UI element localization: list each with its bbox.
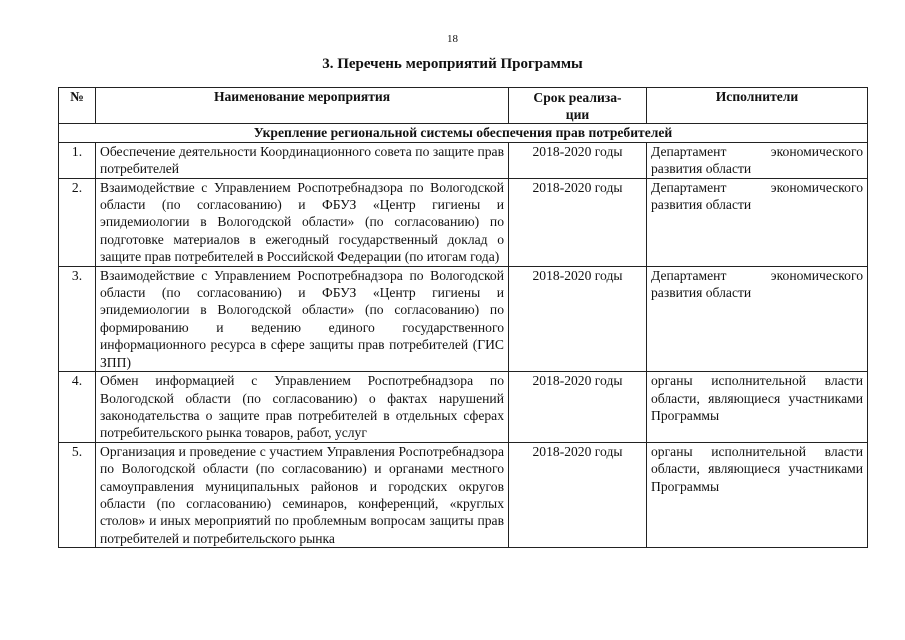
row-num: 3. [59, 266, 96, 371]
row-num: 4. [59, 372, 96, 443]
row-executors: органы исполнительной власти области, являющиеся участниками Программы [647, 442, 868, 547]
row-period: 2018-2020 годы [509, 442, 647, 547]
header-period-line2: ции [565, 107, 590, 122]
row-period: 2018-2020 годы [509, 142, 647, 178]
table-row [59, 142, 868, 178]
row-period: 2018-2020 годы [509, 178, 647, 266]
table-subheader-row [59, 124, 868, 142]
measures-table [58, 87, 868, 548]
header-period [509, 88, 647, 124]
table-row [59, 442, 868, 547]
header-period-line1: Срок реализа- [533, 90, 622, 105]
row-name: Взаимодействие с Управлением Роспотребнадзора по Вологодской области (по согласованию) и ФБУЗ «Центр гигиены и эпидемиологии в Вологодской области» (по согласованию) по формированию и ведению единого государственного информационного ресурса в сфере защиты прав потребителей (ГИС ЗПП) [96, 266, 509, 371]
row-name: Взаимодействие с Управлением Роспотребнадзора по Вологодской области (по согласованию) и ФБУЗ «Центр гигиены и эпидемиологии в Вологодской области» (по согласованию) по подготовке материалов в ежегодный государственный доклад о защите прав потребителей в Российской Федерации (по итогам года) [96, 178, 509, 266]
header-name: Наименование мероприятия [96, 88, 509, 124]
row-executors: Департамент экономического развития области [647, 142, 868, 178]
page-number: 18 [447, 33, 458, 45]
table-row [59, 266, 868, 371]
row-period: 2018-2020 годы [509, 266, 647, 371]
row-name: Организация и проведение с участием Управления Роспотребнадзора по Вологодской области (по согласованию) и органами местного самоуправления муниципальных районов и городских округов области (по согласованию) семинаров, конференций, «круглых столов» и иных мероприятий по проблемным вопросам защиты прав потребителей и потребительского рынка [96, 442, 509, 547]
row-num: 5. [59, 442, 96, 547]
row-num: 2. [59, 178, 96, 266]
row-executors: органы исполнительной власти области, являющиеся участниками Программы [647, 372, 868, 443]
row-executors: Департамент экономического развития области [647, 178, 868, 266]
table-subheader: Укрепление региональной системы обеспечения прав потребителей [59, 124, 868, 142]
table-row [59, 372, 868, 443]
row-executors: Департамент экономического развития области [647, 266, 868, 371]
header-num: № [59, 88, 96, 124]
row-name: Обеспечение деятельности Координационного совета по защите прав потребителей [96, 142, 509, 178]
section-title: 3. Перечень мероприятий Программы [322, 56, 583, 72]
table-row [59, 178, 868, 266]
row-period: 2018-2020 годы [509, 372, 647, 443]
row-num: 1. [59, 142, 96, 178]
table-header-row [59, 88, 868, 124]
header-executors: Исполнители [647, 88, 868, 124]
row-name: Обмен информацией с Управлением Роспотребнадзора по Вологодской области (по согласованию) о фактах нарушений законодательства о защите прав потребителей в отдельных сферах потребительского рынка товаров, работ, услуг [96, 372, 509, 443]
